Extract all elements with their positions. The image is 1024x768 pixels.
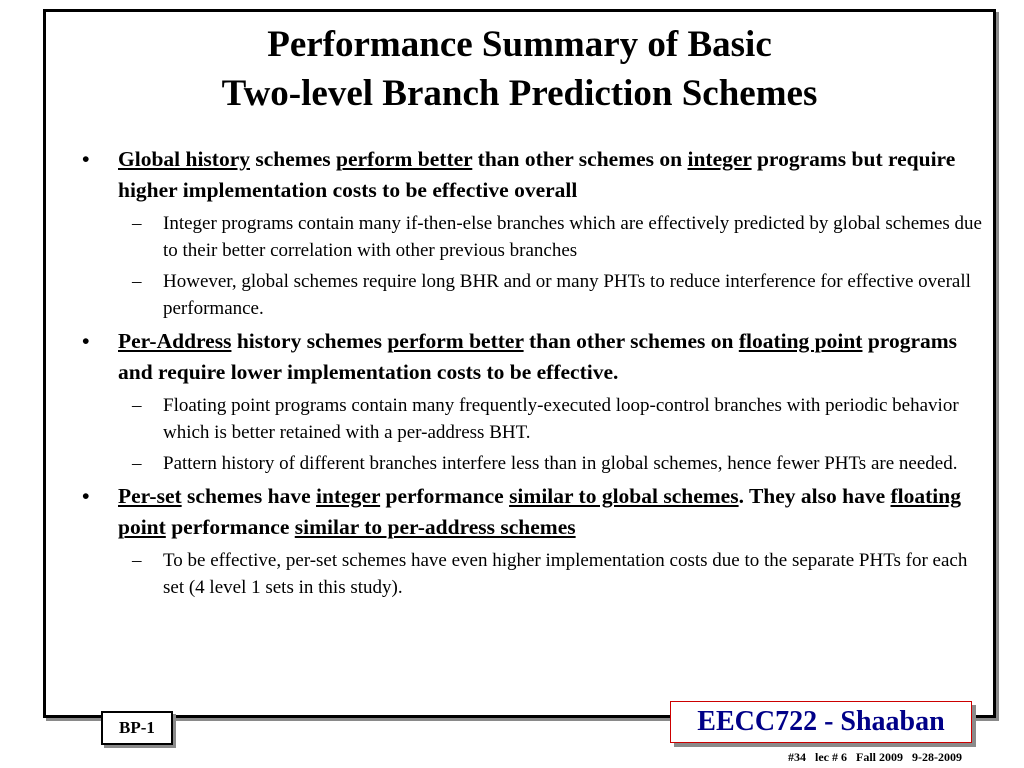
- sub-bullet-text: Pattern history of different branches interfere less than in global schemes, hence fewer PHTs are needed.: [163, 453, 958, 474]
- sub-bullet-text: However, global schemes require long BHR and or many PHTs to reduce interference for effective overall performance.: [163, 271, 971, 319]
- sub-bullet: [82, 392, 982, 446]
- bullet-global-history: [82, 144, 982, 206]
- sub-bullet-marker: –: [132, 395, 142, 416]
- bullet-text-segment: programs but require higher implementation costs to be effective overall: [118, 147, 956, 202]
- bullet-per-set: [82, 481, 982, 543]
- course-label: EECC722 - Shaaban: [697, 706, 945, 737]
- sub-bullet-marker: –: [132, 550, 142, 571]
- bullet-text-segment: Per-Address: [118, 329, 232, 353]
- bullet-text-segment: perform better: [387, 329, 524, 353]
- bullet-text-segment: perform better: [336, 147, 473, 171]
- bullet-list: [82, 144, 982, 601]
- sub-bullet-marker: –: [132, 213, 142, 234]
- sub-bullet: [82, 268, 982, 322]
- bullet-text-segment: Global history: [118, 147, 251, 171]
- title-line-1: Performance Summary of Basic: [267, 24, 772, 65]
- sub-bullet-text: To be effective, per-set schemes have even higher implementation costs due to the separate PHTs for each set (4 level 1 sets in this study).: [163, 550, 968, 598]
- bullet-text-segment: schemes have: [181, 484, 317, 508]
- bullet-text-segment: than other schemes on: [523, 329, 739, 353]
- sub-bullet: [82, 547, 982, 601]
- slide-footer: #34 lec # 6 Fall 2009 9-28-2009: [788, 750, 962, 764]
- bullet-marker: •: [82, 147, 90, 171]
- bullet-text-segment: integer: [316, 484, 381, 508]
- course-label-box: [670, 701, 972, 743]
- bullet-text-segment: history schemes: [231, 329, 388, 353]
- title-line-2: Two-level Branch Prediction Schemes: [221, 73, 818, 114]
- bullet-text-segment: floating point: [118, 484, 961, 539]
- bullet-marker: •: [82, 484, 90, 508]
- bullet-text-segment: performance: [165, 515, 295, 539]
- bullet-text-segment: integer: [687, 147, 752, 171]
- sub-bullet-marker: –: [132, 453, 142, 474]
- bullet-text-segment: performance: [380, 484, 510, 508]
- sub-bullet-text: Integer programs contain many if-then-else branches which are effectively predicted by global schemes due to their better correlation with other previous branches: [163, 213, 982, 261]
- section-label: BP-1: [119, 718, 155, 737]
- bullet-per-address: [82, 326, 982, 388]
- sub-bullet: [82, 450, 982, 477]
- bullet-text-segment: programs and require lower implementation costs to be effective.: [118, 329, 958, 384]
- slide-title: [48, 20, 991, 118]
- sub-bullet-marker: –: [132, 271, 142, 292]
- bullet-text-segment: . They also have: [738, 484, 891, 508]
- bullet-text-segment: schemes: [250, 147, 336, 171]
- sub-bullet-text: Floating point programs contain many frequently-executed loop-control branches with periodic behavior which is better retained with a per-address BHT.: [163, 395, 959, 443]
- bullet-text-segment: Per-set: [118, 484, 182, 508]
- bullet-text-segment: floating point: [738, 329, 863, 353]
- bullet-marker: •: [82, 329, 90, 353]
- bullet-text-segment: than other schemes on: [472, 147, 688, 171]
- sub-bullet: [82, 210, 982, 264]
- section-label-box: [101, 711, 173, 745]
- bullet-text-segment: similar to per-address schemes: [294, 515, 576, 539]
- bullet-text-segment: similar to global schemes: [509, 484, 739, 508]
